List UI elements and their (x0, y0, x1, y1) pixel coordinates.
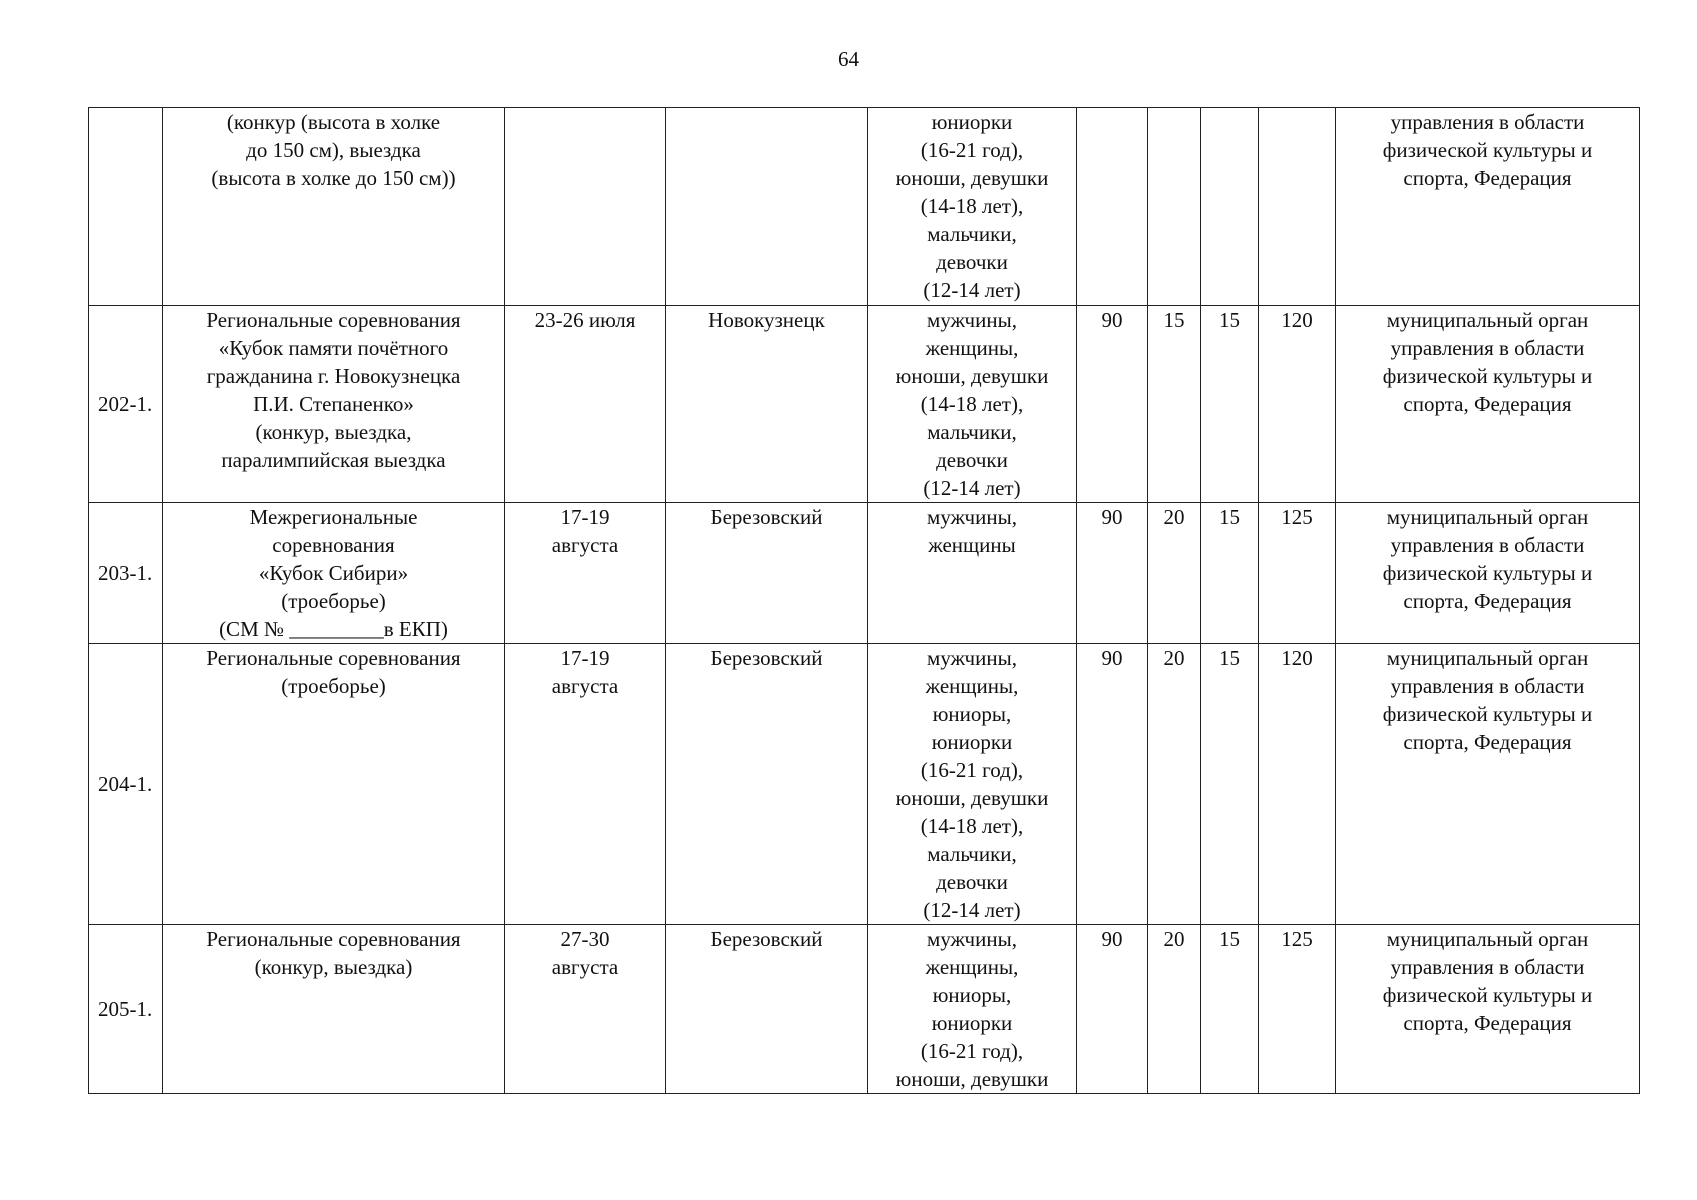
row-number: 203-1. (89, 503, 163, 644)
event-name: Региональные соревнования «Кубок памяти почётного гражданина г. Новокузнецка П.И. Степаненко» (конкур, выездка, паралимпийская выездка (163, 306, 505, 503)
count-total: 120 (1259, 644, 1336, 925)
table-row (89, 925, 1640, 1094)
row-number: 204-1. (89, 644, 163, 925)
event-place: Новокузнецк (666, 306, 868, 503)
count-total (1259, 108, 1336, 306)
event-place: Березовский (666, 503, 868, 644)
row-number: 205-1. (89, 925, 163, 1094)
count-3: 15 (1201, 306, 1259, 503)
count-total: 125 (1259, 503, 1336, 644)
event-place (666, 108, 868, 306)
event-participants: юниорки (16-21 год), юноши, девушки (14-18 лет), мальчики, девочки (12-14 лет) (868, 108, 1077, 306)
count-2: 20 (1148, 925, 1201, 1094)
event-place: Березовский (666, 644, 868, 925)
count-2 (1148, 108, 1201, 306)
count-3 (1201, 108, 1259, 306)
event-name: Межрегиональные соревнования «Кубок Сибири» (троеборье) (СМ № _________в ЕКП) (163, 503, 505, 644)
event-organizer: управления в области физической культуры и спорта, Федерация (1336, 108, 1640, 306)
event-organizer: муниципальный орган управления в области физической культуры и спорта, Федерация (1336, 306, 1640, 503)
table-row (89, 644, 1640, 925)
table-row (89, 503, 1640, 644)
row-number: 202-1. (89, 306, 163, 503)
event-organizer: муниципальный орган управления в области физической культуры и спорта, Федерация (1336, 503, 1640, 644)
event-dates (505, 108, 666, 306)
count-3: 15 (1201, 644, 1259, 925)
count-1 (1077, 108, 1148, 306)
event-participants: мужчины, женщины, юниоры, юниорки (16-21 год), юноши, девушки (14-18 лет), мальчики, девочки (12-14 лет) (868, 644, 1077, 925)
count-1: 90 (1077, 644, 1148, 925)
page-number: 64 (838, 47, 859, 71)
event-participants: мужчины, женщины (868, 503, 1077, 644)
count-3: 15 (1201, 503, 1259, 644)
table-row (89, 108, 1640, 306)
event-participants: мужчины, женщины, юниоры, юниорки (16-21 год), юноши, девушки (868, 925, 1077, 1094)
count-total: 125 (1259, 925, 1336, 1094)
table-row (89, 306, 1640, 503)
event-place: Березовский (666, 925, 868, 1094)
event-name: (конкур (высота в холке до 150 см), выездка (высота в холке до 150 см)) (163, 108, 505, 306)
count-1: 90 (1077, 503, 1148, 644)
event-organizer: муниципальный орган управления в области физической культуры и спорта, Федерация (1336, 925, 1640, 1094)
event-dates: 27-30 августа (505, 925, 666, 1094)
count-1: 90 (1077, 925, 1148, 1094)
count-3: 15 (1201, 925, 1259, 1094)
event-organizer: муниципальный орган управления в области физической культуры и спорта, Федерация (1336, 644, 1640, 925)
count-2: 15 (1148, 306, 1201, 503)
event-participants: мужчины, женщины, юноши, девушки (14-18 лет), мальчики, девочки (12-14 лет) (868, 306, 1077, 503)
event-dates: 17-19 августа (505, 644, 666, 925)
event-name: Региональные соревнования (конкур, выездка) (163, 925, 505, 1094)
count-total: 120 (1259, 306, 1336, 503)
count-2: 20 (1148, 503, 1201, 644)
count-2: 20 (1148, 644, 1201, 925)
count-1: 90 (1077, 306, 1148, 503)
event-dates: 23-26 июля (505, 306, 666, 503)
events-table (88, 107, 1640, 1094)
event-dates: 17-19 августа (505, 503, 666, 644)
row-number (89, 108, 163, 306)
event-name: Региональные соревнования (троеборье) (163, 644, 505, 925)
